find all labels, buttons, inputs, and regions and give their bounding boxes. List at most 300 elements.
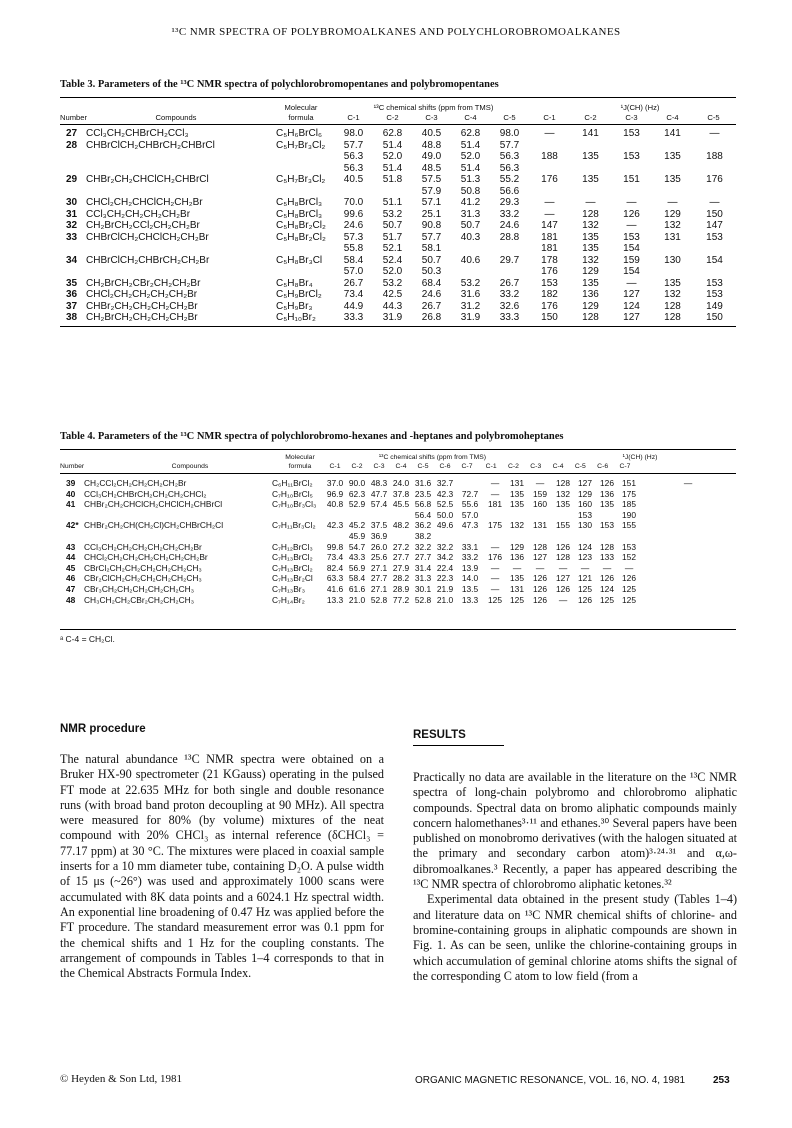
table-cell: 52.1 [382,243,403,254]
table-cell: 14.0 [461,573,479,584]
table-cell: 135 [582,243,599,254]
compound-name [86,266,272,278]
column-subheader: C-2 [507,463,519,470]
table-cell: 130 [664,254,681,266]
molecular-formula [268,531,324,542]
table-row [60,278,736,290]
table-cell: 56.3 [343,162,364,174]
table-cell: 141 [664,128,681,139]
molecular-formula: C₅H₈BrCl₃ [276,197,323,208]
t4-head-formula: formula [288,463,312,470]
table-cell [611,186,652,198]
compound-number: 36 [66,289,78,300]
table-row [60,232,736,244]
table-cell: 44.9 [343,300,364,312]
table-cell: 135 [510,488,524,499]
table-cell: 127 [623,312,640,323]
table-cell: — [709,197,720,208]
compound-number: 33 [66,231,78,243]
table-cell: 51.3 [460,174,481,185]
table-cell: 135 [582,277,599,289]
table-cell [373,186,412,198]
table-cell [652,243,693,255]
table-cell: 21.9 [436,583,454,594]
compound-name: CH₂BrCH₂CCl₂CH₂CH₂Br [86,220,200,231]
table-cell: 26.7 [421,300,442,312]
table-cell: — [585,197,596,208]
molecular-formula: C₅H₉Br₃ [276,300,313,312]
t3-head-formula: formula [288,113,314,122]
table-cell: 61.6 [348,583,366,594]
table-row [60,595,736,606]
table-cell: 188 [541,151,558,162]
table-cell: 73.4 [326,552,344,563]
table-cell: 135 [510,499,524,510]
table-cell: 53.2 [382,208,403,220]
table-cell: 58.4 [343,254,364,266]
compound-number: 32 [66,220,78,231]
table-cell: 57.7 [343,139,364,151]
table-row [60,531,736,542]
molecular-formula: C₇H₁₀BrCl₅ [272,488,313,499]
table-cell: 51.4 [460,162,481,174]
table-cell: 50.7 [382,220,403,231]
molecular-formula: C₅H₇Br₃Cl₂ [276,174,326,185]
table-cell: — [626,277,637,289]
table-cell: 31.4 [414,562,432,573]
table-cell: 153 [623,128,640,139]
table-cell: 51.4 [382,162,403,174]
table-cell: 33.3 [343,312,364,323]
molecular-formula [272,186,334,198]
compound-name: CCl₃CH₂CHBrCH₂CCl₃ [86,128,189,139]
table-cell: 50.3 [421,266,442,277]
table-cell: 153 [541,277,558,289]
table-cell: 149 [706,300,723,312]
table-cell: 50.0 [436,509,454,520]
table-cell [552,531,574,542]
table-cell [456,478,484,489]
table-cell [640,489,736,500]
compound-number [60,163,86,175]
table-cell: 57.3 [343,231,364,243]
table-cell: 22.4 [436,562,454,573]
table-cell: 154 [623,266,640,277]
table-cell: 57.9 [421,185,442,197]
table-cell [640,499,736,510]
t3-head-number: Number [60,113,88,122]
table-cell: 56.9 [348,562,366,573]
table-cell: 40.5 [343,174,364,185]
table-cell [693,163,736,175]
table-cell: 135 [664,174,681,185]
table3 [60,128,736,324]
table-cell: 185 [622,499,636,510]
table-cell: 153 [600,520,614,531]
molecular-formula [272,266,334,278]
table-cell: 176 [706,174,723,185]
table-cell: 176 [488,552,502,563]
column-subheader: C-5 [707,113,720,122]
table-cell: 32.6 [499,300,520,312]
table-cell [368,510,390,521]
table-cell: 33.1 [461,541,479,552]
compound-name: CHBrClCH₂CHClCH₂CH₂Br [86,231,209,243]
compound-name: CHBrClCH₂CHBrCH₂CH₂Br [86,254,210,266]
table-cell: 29.3 [499,197,520,208]
table-cell: 13.3 [461,594,479,605]
column-subheader: C-4 [666,113,679,122]
t4-head-shift-group: ¹³C chemical shifts (ppm from TMS) [378,454,487,461]
table-cell: 31.3 [460,208,481,220]
table-cell: 50.7 [421,254,442,266]
table-cell: 27.7 [392,552,410,563]
table-cell: — [626,197,637,208]
compound-number: 41 [66,499,76,510]
table-cell: 190 [622,509,636,520]
table-cell: 47.3 [461,520,479,531]
table-cell [390,531,412,542]
table-cell: 40.8 [326,499,344,510]
table-cell: 27.1 [370,562,388,573]
compound-number: 43 [66,541,76,552]
table-row [60,542,736,553]
table-cell: 73.4 [343,289,364,300]
table-cell: 50.8 [460,185,481,197]
table-cell: 135 [556,499,570,510]
table-cell: 181 [541,243,558,254]
table-cell: 57.7 [421,231,442,243]
table-row [60,128,736,140]
table-cell: 181 [488,499,502,510]
table-cell: 31.9 [460,312,481,323]
table-row [60,520,736,531]
compound-name [86,186,272,198]
table3-caption: Table 3. Parameters of the ¹³C NMR spectra of polychlorobromopentanes and polybromopentanes [60,79,499,90]
table-cell: 47.7 [370,488,388,499]
table-cell: 129 [510,541,524,552]
table-cell: 155 [556,520,570,531]
table-cell: 51.1 [382,197,403,208]
table-cell: 41.2 [460,197,481,208]
compound-name: CCl₃CH₂CH₂CH₂CH₂Br [86,208,191,220]
table-cell: 33.2 [461,552,479,563]
table-cell: 13.5 [461,583,479,594]
table-cell [529,140,570,152]
table-cell: 62.3 [348,488,366,499]
table-row [60,186,736,198]
table-cell: 29.7 [499,254,520,266]
table-cell: 26.7 [499,277,520,289]
table-cell: 153 [623,231,640,243]
table-cell: 32.2 [414,541,432,552]
molecular-formula: C₇H₁₃Br₂Cl [272,573,313,584]
compound-number: 27 [66,128,78,139]
table-cell: 26.0 [370,541,388,552]
table-cell: 27.7 [370,573,388,584]
table-cell [652,140,693,152]
table-cell: 181 [541,231,558,243]
table-cell: 153 [623,151,640,162]
table-cell: 129 [582,300,599,312]
compound-name: CHCl₂CH₂CH₂CH₂CH₂CH₂CH₂Br [84,552,208,563]
table-cell: 42.3 [326,520,344,531]
table-cell: 36.9 [370,530,388,541]
table-cell: 27.2 [392,541,410,552]
table-cell: 176 [541,300,558,312]
table-cell: 153 [706,231,723,243]
compound-number: 29 [66,174,78,185]
table-cell: 24.6 [499,220,520,231]
table-cell: 31.9 [382,312,403,323]
table-row [60,174,736,186]
table-cell: 82.4 [326,562,344,573]
table-cell: 77.2 [392,594,410,605]
table-cell: 126 [600,573,614,584]
nmr-procedure-paragraph: The natural abundance ¹³C NMR spectra were obtained on a Bruker HX-90 spectrometer (21 KGauss) operating in the pulsed FT mode at 22.635 MHz for both single and double resonance runs (with broad band proton decoupling at 90 MHz). All spectra were measured for 80% (by volume) mixtures of the neat compound with 20% CHCl₃ as internal reference (δCHCl₃ = 77.17 ppm) at 30 °C. The mixtures were placed in coaxial sample inserts for a 10 mm diameter tube, containing D₂O. A pulse width of 15 μs (~26°) was used and approximately 1000 scans were accumulated with 8K data points and a 6024.1 Hz spectral width. An exponential line broadening of 0.47 Hz was applied before the FT procedure. The standard measurement error was 0.1 ppm for the chemical shifts and 1 Hz for the coupling constants. The arrangement of compounds in Tables 1–4 corresponds to that in the Chemical Abstracts Formula Index. [60,752,384,981]
table-cell: 40.5 [421,128,442,139]
table-cell: — [490,478,500,488]
table-cell: 128 [582,312,599,323]
table-cell: 90.0 [348,478,366,488]
table-cell: 124 [578,541,592,552]
compound-number: 34 [66,254,78,266]
table-cell: 25.6 [370,552,388,563]
compound-number [60,266,86,278]
table-cell: 159 [533,488,547,499]
table-row [60,197,736,209]
table-cell: 31.3 [414,573,432,584]
compound-name: CH₂BrCH₂CH₂CH₂CH₂Br [86,312,198,323]
compound-name: CH₂BrCH₂CBr₂CH₂CH₂Br [86,277,201,289]
compound-number [60,510,84,521]
table-cell: 125 [488,594,502,605]
table-cell: 124 [600,583,614,594]
table-cell: 125 [622,594,636,605]
table-cell: 131 [664,231,681,243]
table-cell: 126 [533,573,547,584]
compound-name: CBr₃CH₂CH₂CH₂CH₂CH₂CH₃ [84,583,195,594]
table-cell: 31.6 [414,478,432,488]
table-cell: 28.2 [392,573,410,584]
table-cell: 135 [664,151,681,162]
table-cell: 37.0 [326,478,344,488]
table4-footnote: ᵃ C-4 = CH₂Cl. [60,634,115,644]
t3-head-shift-group: ¹³C chemical shifts (ppm from TMS) [373,103,494,112]
table-cell: 25.1 [421,208,442,220]
table-cell: 175 [622,488,636,499]
table-cell: 151 [622,478,636,488]
table-cell: 57.7 [499,139,520,151]
compound-name: CHBrClCH₂CHBrCH₂CHBrCl [86,139,215,151]
table-cell: 48.8 [421,139,442,151]
compound-name [86,243,272,255]
molecular-formula: C₅H₆BrCl₆ [276,128,322,139]
column-subheader: C-4 [464,113,477,122]
table-cell: 27.9 [392,562,410,573]
table-cell: 128 [533,541,547,552]
table-cell [574,531,596,542]
table-cell: 135 [582,151,599,162]
table-cell: 38.2 [414,530,432,541]
compound-number: 48 [66,594,76,605]
table-cell: 21.0 [436,594,454,605]
table-cell: 43.3 [348,552,366,563]
table-cell: 129 [582,266,599,277]
table-cell [490,266,529,278]
table-cell [506,510,528,521]
column-subheader: C-5 [417,463,429,470]
table-cell: 188 [706,151,723,162]
table-cell: 31.2 [460,300,481,312]
table-cell [451,243,490,255]
table-cell: 154 [623,243,640,254]
table-cell: 40.3 [460,231,481,243]
table-cell: 57.5 [421,174,442,185]
table-cell [552,510,574,521]
table-cell: 55.6 [461,499,479,510]
table-row [60,266,736,278]
table-cell: 98.0 [499,128,520,139]
table-cell: 32.2 [436,541,454,552]
compound-name: CBrCl₂CH₂CH₂CH₂CH₂CH₂CH₃ [84,562,202,573]
table-cell: — [535,478,545,488]
table-cell: 126 [600,478,614,488]
table-cell: 24.6 [343,220,364,231]
compound-number: 44 [66,552,76,563]
table-cell: 57.1 [421,197,442,208]
table-cell [693,266,736,278]
table-cell: 48.5 [421,162,442,174]
table-cell [484,531,506,542]
table-cell: 49.0 [421,151,442,162]
table-cell: 34.2 [436,552,454,563]
table-cell: 37.8 [392,488,410,499]
molecular-formula: C₇H₁₀Br₃Cl₃ [272,499,317,510]
compound-number: 31 [66,208,78,220]
table-cell: 22.3 [436,573,454,584]
table-cell: — [624,562,634,573]
compound-name: CCl₃CH₂CH₂CH₂CH₂CH₂CH₂Br [84,541,202,552]
compound-name: CHCl₂CH₂CHClCH₂CH₂Br [86,197,203,208]
table-cell [596,531,618,542]
table-cell: 135 [664,277,681,289]
column-subheader: C-1 [543,113,556,122]
t4-head-compounds: Compounds [171,463,209,470]
table-cell: 96.9 [326,488,344,499]
table-row [60,584,736,595]
table-cell [640,510,736,521]
table-cell: — [490,541,500,552]
molecular-formula: C₅H₈Br₂Cl₂ [276,231,326,243]
table-cell: 56.3 [499,162,520,174]
page-number: 253 [713,1075,730,1086]
table-cell: 160 [578,499,592,510]
t3-head-compounds: Compounds [155,113,197,122]
table-cell [652,163,693,175]
table-cell: 127 [578,478,592,488]
table-cell: 128 [556,552,570,563]
running-header: ¹³C NMR SPECTRA OF POLYBROMOALKANES AND POLYCHLOROBROMOALKANES [171,26,621,38]
table-cell: 42.5 [382,289,403,300]
table-cell: 33.2 [499,208,520,220]
table-cell: 28.8 [499,231,520,243]
table-cell: 28.9 [392,583,410,594]
compound-number: 30 [66,197,78,208]
table-cell: 27.7 [414,552,432,563]
table-cell [570,186,611,198]
table-cell: 62.8 [382,128,403,139]
table-cell: 154 [706,254,723,266]
table-cell: 41.6 [326,583,344,594]
table-cell: 131 [510,583,524,594]
compound-number: 38 [66,312,78,323]
compound-name: CHBr₂CH₂CHClCH₂CHClCH₂CHBrCl [84,499,223,510]
table-row [60,289,736,301]
table-cell: — [544,208,555,220]
table-cell: 150 [541,312,558,323]
table-cell: 52.8 [414,594,432,605]
table-cell: 52.5 [436,499,454,510]
table-cell: 52.0 [382,151,403,162]
table-cell: 51.7 [382,231,403,243]
table-cell: 132 [582,220,599,231]
table-cell [693,243,736,255]
compound-number [60,186,86,198]
table-cell: 26.8 [421,312,442,323]
t3-head-j-group: ¹J(CH) (Hz) [620,103,660,112]
table-cell: 126 [533,583,547,594]
table-cell: 135 [582,174,599,185]
table-cell: 132 [664,289,681,300]
table-cell: — [512,562,522,573]
table-cell [570,163,611,175]
table-cell: 27.1 [370,583,388,594]
molecular-formula [272,151,334,163]
table-cell: 57.0 [461,509,479,520]
compound-name: CCl₃CH₂CHBrCH₂CH₂CH₂CHCl₂ [84,488,207,499]
column-subheader: C-4 [552,463,564,470]
table-cell: 45.5 [392,499,410,510]
table-cell: 155 [622,520,636,531]
table-cell: 37.5 [370,520,388,531]
table-cell: 52.4 [382,254,403,266]
compound-number [60,243,86,255]
results-paragraph-1: Practically no data are available in the literature on the ¹³C NMR spectra of long-chain polybromo and chlorobromo aliphatic compounds. Spectral data on bromo aliphatic compounds mainly concern halomethanes³·¹¹ and ethanes.³⁰ Several papers have been published on monobromo derivatives (with the halogen situated at the primary and secondary carbon atom)³·²⁴·³¹ and α,ω-dibromoalkanes.³ Recently, a paper has appeared describing the ¹³C NMR spectra of chlorobromo aliphatic ketones.³² [413,770,737,892]
table-cell: — [709,128,720,139]
table-cell: 44.3 [382,300,403,312]
table-cell: 13.9 [461,562,479,573]
table-cell: 13.3 [326,594,344,605]
molecular-formula [272,243,334,255]
table-row [60,151,736,163]
table-cell: 147 [541,220,558,231]
column-subheader: C-3 [373,463,385,470]
table-cell [596,510,618,521]
compound-name [84,531,268,542]
table-row [60,478,736,489]
table-cell [529,163,570,175]
compound-number: 37 [66,300,78,312]
table4-bottom-rule [60,629,736,630]
table-cell: 153 [578,509,592,520]
table-cell: 147 [706,220,723,231]
table-cell: 128 [600,541,614,552]
t4-head-molecular: Molecular [285,454,315,461]
molecular-formula: C₇H₁₁Br₃Cl₂ [272,520,316,531]
table-cell: 24.6 [421,289,442,300]
table-cell: 72.7 [461,488,479,499]
